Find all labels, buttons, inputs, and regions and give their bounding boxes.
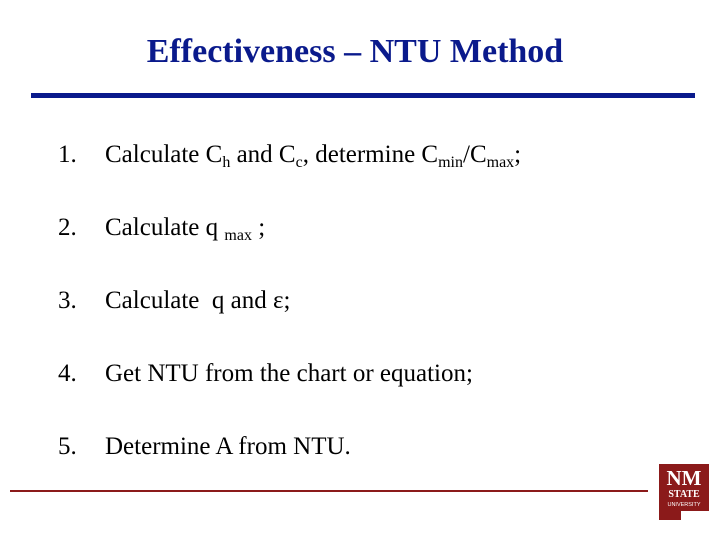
step-text: Determine A from NTU.	[105, 433, 351, 460]
step-number: 4.	[58, 360, 77, 387]
step-number: 5.	[58, 433, 77, 460]
footer-rule	[10, 490, 648, 492]
nmsu-logo-icon	[659, 464, 709, 520]
step-text: Calculate C	[105, 141, 223, 168]
step-item-1	[58, 138, 521, 211]
step-text: , determine C	[302, 141, 439, 168]
slide-title: Effectiveness – NTU Method	[146, 33, 564, 70]
step-subscript: max	[486, 154, 515, 171]
title-underline	[31, 93, 695, 98]
step-item-3	[58, 284, 521, 357]
logo-text-university: UNIVERSITY	[667, 502, 701, 508]
step-text: ;	[251, 214, 266, 241]
steps-list	[58, 138, 521, 503]
step-text: /C	[463, 141, 487, 168]
step-subscript: max	[224, 227, 252, 244]
step-text: Calculate q and ε;	[105, 287, 291, 314]
step-subscript: c	[295, 154, 303, 171]
step-number: 3.	[58, 287, 77, 314]
nmsu-logo	[659, 464, 709, 520]
step-number: 1.	[58, 141, 77, 168]
step-item-4	[58, 357, 521, 430]
step-number: 2.	[58, 214, 77, 241]
step-text: Calculate q	[105, 214, 225, 241]
logo-text-nm: NM	[666, 466, 702, 490]
step-item-2	[58, 211, 521, 284]
logo-text-state: STATE	[668, 489, 700, 500]
step-text: ;	[514, 141, 522, 168]
step-item-5	[58, 430, 521, 503]
step-text: and C	[230, 141, 296, 168]
step-subscript: min	[438, 154, 463, 171]
step-text: Get NTU from the chart or equation;	[105, 360, 473, 387]
step-subscript: h	[222, 154, 231, 171]
